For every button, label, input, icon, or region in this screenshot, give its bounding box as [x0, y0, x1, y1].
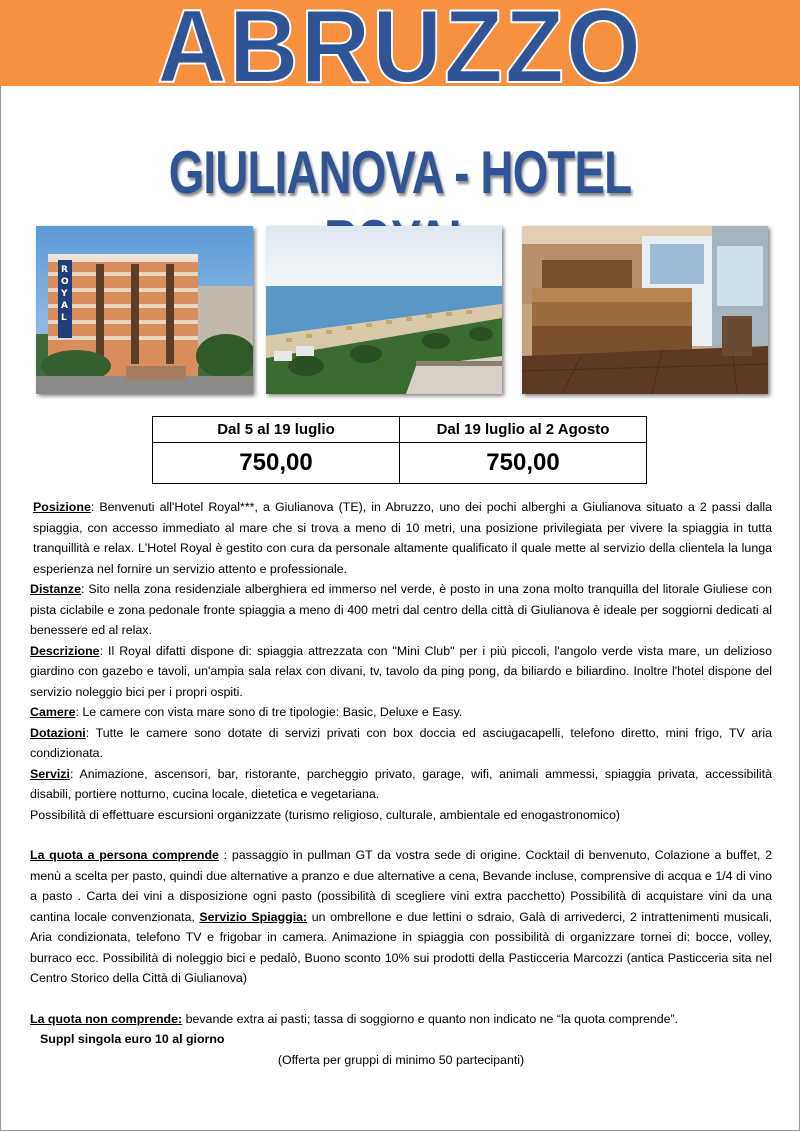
- posizione-paragraph: [30, 497, 772, 579]
- distanze-text: : Sito nella zona residenziale alberghiera ed immerso nel verde, è posto in una zona molto tranquilla del litorale Giuliese con pista ciclabile e zona pedonale fronte spiaggia a meno di 400 metri dal centro della città di Giulianova è ideale per soggiorni dedicati al benessere ed al relax.: [30, 582, 772, 637]
- period-2-header: Dal 19 luglio al 2 Agosto: [400, 417, 647, 443]
- svg-text:L: L: [61, 313, 67, 323]
- servizi-paragraph: [30, 764, 772, 805]
- servizio-spiaggia-label: Servizio Spiaggia:: [199, 909, 308, 924]
- banner-title: ABRUZZO: [157, 0, 643, 86]
- descrizione-paragraph: [30, 641, 772, 703]
- hotel-title: GIULIANOVA - HOTEL: [168, 139, 632, 206]
- camere-paragraph: [30, 702, 772, 723]
- quota-comprende-text-1: : passaggio in pullman GT da vostra sede di origine. Cocktail di benvenuto, Colazione a buffet, 2 menù a scelta per pasto, quindi due alternative a pranzo e due alternative a cena, Bevande incluse, comprensive di acqua e 1/4 di vino a pasto . Carta dei vini a disposizione ogni pasto (possibilità di scegliere vini extra pacchetto) Possibilità di acquistare vini da una cantina locale convenzionata,: [30, 848, 772, 924]
- period-1-header: Dal 5 al 19 luglio: [153, 417, 400, 443]
- camere-text: : Le camere con vista mare sono di tre tipologie: Basic, Deluxe e Easy.: [75, 705, 463, 719]
- period-1-price: 750,00: [153, 443, 400, 484]
- suppl-singola: Suppl singola euro 10 al giorno: [40, 1032, 225, 1046]
- distanze-label: Distanze: [30, 582, 81, 596]
- svg-text:R: R: [61, 265, 68, 275]
- offerta-note: (Offerta per gruppi di minimo 50 partecipanti): [277, 1052, 525, 1067]
- quota-comprende-label: La quota a persona comprende: [30, 848, 219, 862]
- svg-text:A: A: [61, 301, 68, 311]
- servizi-label: Servizi: [30, 766, 70, 781]
- period-2-price: 750,00: [400, 443, 647, 484]
- servizi-text: : Animazione, ascensori, bar, ristorante, parcheggio privato, garage, wifi, animali ammessi, spiaggia privata, accessibilità disabili, portiere notturno, cucina locale, dietetica e vegetariana.: [30, 766, 772, 801]
- dotazioni-text: : Tutte le camere sono dotate di servizi privati con box doccia ed asciugacapelli, telefono diretto, mini frigo, TV aria condizionata.: [30, 725, 772, 760]
- distanze-paragraph: [30, 579, 772, 641]
- dotazioni-label: Dotazioni: [30, 725, 86, 740]
- dotazioni-paragraph: [30, 723, 772, 764]
- quota-non-comprende-text: bevande extra ai pasti; tassa di soggiorno e quanto non indicato ne “la quota comprende”.: [182, 1011, 679, 1026]
- posizione-text: : Benvenuti all'Hotel Royal***, a Giulianova (TE), in Abruzzo, uno dei pochi alberghi a Giulianova situato a 2 passi dalla spiaggia, con accesso immediato al mare che si trova a meno di 10 metri, una posizione privilegiata per vivere la spiaggia in tutta tranquillità e relax. L'Hotel Royal è gestito con cura da personale altamente qualificato il quale mette al servizio della clientela la lunga esperienza nel fornire un servizio attento e professionale.: [33, 500, 772, 576]
- escursioni-paragraph: Possibilità di effettuare escursioni organizzate (turismo religioso, culturale, ambientale ed enogastronomico): [30, 807, 621, 822]
- camere-label: Camere: [30, 705, 76, 719]
- beach-panorama-photo: [266, 226, 502, 394]
- price-table: [152, 416, 647, 484]
- description-text: [30, 497, 772, 1070]
- svg-text:O: O: [61, 277, 69, 287]
- quota-comprende-text-2: un ombrellone e due lettini o sdraio, Galà di arrivederci, 2 intrattenimenti musicali, Aria condizionata, telefono TV e frigobar in camera. Animazione in spiaggia con possibilità di organizzare tornei di: bocce, volley, burraco ecc. Possibilità di noleggio bici e pedalò, Buono sconto 10% sui prodotti della Pasticceria Marcozzi (antica Pasticceria sita nel Centro Storico della Città di Giulianova): [30, 909, 772, 985]
- svg-text:Y: Y: [61, 289, 68, 299]
- hotel-building-photo: [36, 226, 253, 394]
- hotel-room-photo: [522, 226, 768, 394]
- quota-non-comprende-label: La quota non comprende:: [30, 1011, 183, 1026]
- descrizione-text: : Il Royal difatti dispone di: spiaggia attrezzata con "Mini Club" per i più piccoli, l'angolo verde vista mare, un delizioso giardino con gazebo e tavoli, un'ampia sala relax con divani, tv, tavolo da ping pong, da biliardo e biliardino. Inoltre l'hotel dispone del servizio noleggio bici per i propri ospiti.: [30, 643, 772, 699]
- quota-non-comprende-paragraph: [30, 1009, 772, 1030]
- posizione-label: Posizione: [33, 500, 91, 514]
- banner: [0, 0, 800, 86]
- descrizione-label: Descrizione: [30, 643, 100, 658]
- quota-comprende-paragraph: [30, 845, 772, 989]
